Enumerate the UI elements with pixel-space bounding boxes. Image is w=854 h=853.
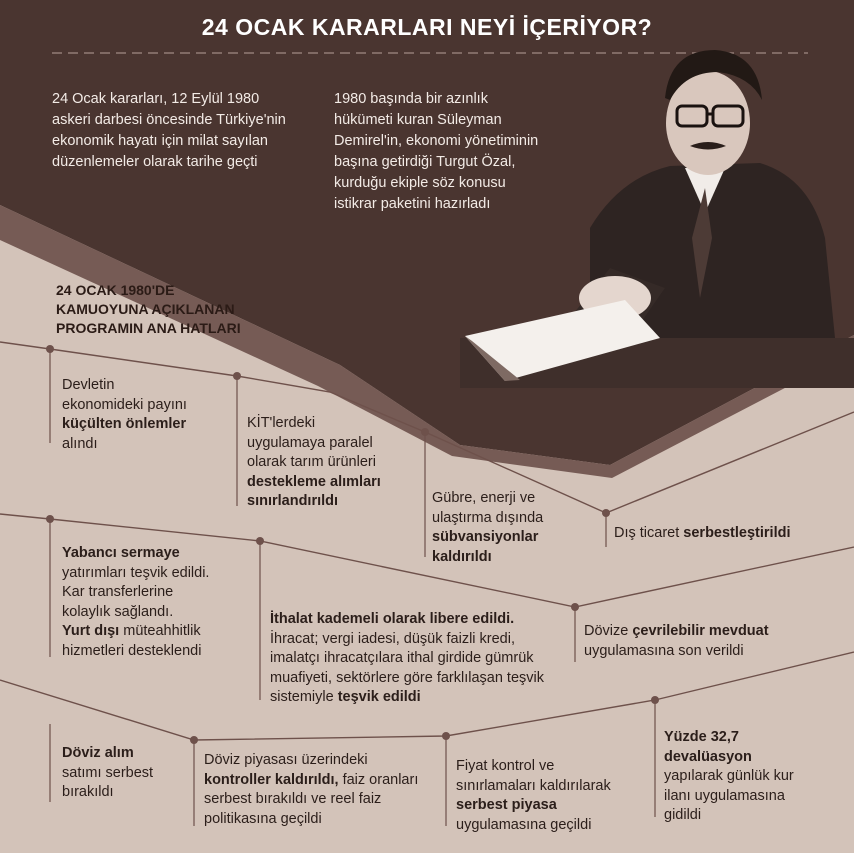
- measure-item: [62, 544, 252, 661]
- measure-line: [270, 649, 570, 669]
- measure-text: sınırlamaları kaldırılarak: [456, 777, 611, 794]
- measure-text: Dış ticaret: [614, 525, 684, 541]
- measure-line: [204, 751, 439, 771]
- measure-text: İhracat; vergi iadesi, düşük faizli kredi,: [270, 630, 515, 647]
- measure-line: [614, 524, 834, 544]
- measure-text: ulaştırma dışında: [432, 509, 544, 526]
- measure-line: [270, 630, 570, 650]
- measure-text-bold: Yurt dışı: [62, 623, 120, 639]
- measure-line: [247, 434, 422, 454]
- measure-text: bırakıldı: [62, 784, 114, 800]
- measure-line: [270, 610, 570, 630]
- measure-text: Fiyat kontrol ve: [456, 758, 555, 774]
- measure-line: [204, 810, 439, 830]
- measure-text: gidildi: [664, 807, 702, 823]
- measure-item: [584, 622, 814, 661]
- measure-line: [270, 688, 570, 708]
- measure-line: [664, 787, 834, 807]
- measure-line: [204, 771, 439, 791]
- measure-text: yatırımları teşvik edildi.: [62, 564, 210, 581]
- measure-line: [62, 544, 252, 564]
- measure-line: [664, 748, 834, 768]
- measure-text-bold: sınırlandırıldı: [247, 493, 339, 509]
- measure-line: [584, 622, 814, 642]
- measure-text-bold: İthalat kademeli olarak libere edildi.: [270, 611, 515, 627]
- measure-line: [247, 473, 422, 493]
- measure-item: [62, 376, 232, 454]
- measure-text: politikasına geçildi: [204, 810, 322, 827]
- measure-text-bold: küçülten önlemler: [62, 416, 187, 432]
- measure-text: olarak tarım ürünleri: [247, 454, 376, 470]
- measure-line: [456, 757, 646, 777]
- measure-line: [270, 669, 570, 689]
- measure-text: kolaylık sağlandı.: [62, 603, 174, 620]
- measure-line: [62, 603, 252, 623]
- measure-text-bold: kaldırıldı: [432, 548, 492, 565]
- measure-text: imalatçı ihracatçılara ithal girdide gümrük: [270, 650, 534, 666]
- measure-text: satımı serbest: [62, 764, 154, 781]
- measure-text-bold: serbest piyasa: [456, 797, 557, 813]
- measure-text: faiz oranları: [338, 771, 419, 788]
- measure-line: [62, 415, 232, 435]
- program-heading-line: PROGRAMIN ANA HATLARI: [56, 320, 241, 336]
- program-heading-line: KAMUOYUNA AÇIKLANAN: [56, 301, 235, 317]
- measure-line: [62, 564, 252, 584]
- intro-left-text: 24 Ocak kararları, 12 Eylül 1980 askeri darbesi öncesinde Türkiye'nin ekonomik hayatı için milat sayılan düzenlemeler olarak tarihe geçti: [52, 91, 286, 170]
- measure-text: Gübre, enerji ve: [432, 490, 536, 506]
- measure-text: serbest bırakıldı ve reel faiz: [204, 791, 382, 807]
- measure-text: yapılarak günlük kur: [664, 768, 794, 784]
- measure-text: Dövize: [584, 623, 633, 639]
- measure-text: ilanı uygulamasına: [664, 787, 785, 804]
- measure-item: [614, 524, 834, 544]
- measure-item: [247, 414, 422, 512]
- measure-text-bold: teşvik edildi: [337, 689, 421, 705]
- measure-text-bold: çevrilebilir mevduat: [632, 623, 769, 639]
- measure-text-bold: kontroller kaldırıldı,: [204, 771, 339, 788]
- measure-line: [664, 728, 834, 748]
- measure-line: [664, 806, 834, 826]
- measure-text-bold: Yabancı sermaye: [62, 545, 180, 561]
- measure-line: [247, 492, 422, 512]
- measure-text: Kar transferlerine: [62, 584, 174, 600]
- measure-item: [204, 751, 439, 829]
- program-heading: [56, 281, 296, 338]
- measure-line: [62, 583, 252, 603]
- measure-text: KİT'lerdeki: [247, 415, 316, 431]
- measure-line: [62, 622, 252, 642]
- measure-item: [664, 728, 834, 826]
- measure-text: uygulamaya paralel: [247, 434, 373, 451]
- measure-line: [62, 744, 187, 764]
- measure-line: [247, 453, 422, 473]
- measure-line: [584, 642, 814, 662]
- measure-text: hizmetleri desteklendi: [62, 642, 202, 659]
- measure-item: [456, 757, 646, 835]
- measure-line: [62, 783, 187, 803]
- measure-line: [456, 796, 646, 816]
- intro-right-text: 1980 başında bir azınlık hükümeti kuran Süleyman Demirel'in, ekonomi yönetiminin başına getirdiği Turgut Özal, kurduğu ekiple söz konusu istikrar paketini hazırladı: [334, 91, 539, 212]
- measure-text-bold: devalüasyon: [664, 748, 752, 765]
- measure-line: [432, 509, 597, 529]
- measure-text: muafiyeti, sektörlere göre farklılaşan teşvik: [270, 669, 544, 686]
- measure-text: uygulamasına geçildi: [456, 816, 592, 833]
- measure-text-bold: Yüzde 32,7: [664, 729, 739, 745]
- program-heading-line: 24 OCAK 1980'DE: [56, 282, 175, 298]
- measure-text: uygulamasına son verildi: [584, 642, 744, 659]
- measure-text-bold: destekleme alımları: [247, 473, 381, 490]
- page-title: 24 OCAK KARARLARI NEYİ İÇERİYOR?: [201, 14, 653, 40]
- measure-text-bold: sübvansiyonlar: [432, 529, 539, 545]
- measure-line: [456, 816, 646, 836]
- measure-line: [62, 396, 232, 416]
- measure-line: [432, 548, 597, 568]
- measure-line: [432, 528, 597, 548]
- measure-line: [62, 376, 232, 396]
- measure-text: sistemiyle: [270, 689, 338, 705]
- measure-text-bold: serbestleştirildi: [683, 525, 791, 541]
- measure-text: Döviz piyasası üzerindeki: [204, 752, 368, 768]
- measure-line: [62, 435, 232, 455]
- measure-text: müteahhitlik: [119, 623, 201, 639]
- measure-line: [432, 489, 597, 509]
- measure-item: [432, 489, 597, 567]
- measure-text: alındı: [62, 435, 98, 452]
- measure-line: [204, 790, 439, 810]
- measure-line: [247, 414, 422, 434]
- measure-line: [664, 767, 834, 787]
- measure-text-bold: Döviz alım: [62, 745, 134, 761]
- measure-line: [62, 764, 187, 784]
- measure-item: [270, 610, 570, 708]
- measure-item: [62, 744, 187, 803]
- measure-text: ekonomideki payını: [62, 396, 187, 413]
- measure-line: [456, 777, 646, 797]
- measure-line: [62, 642, 252, 662]
- measure-text: Devletin: [62, 377, 115, 393]
